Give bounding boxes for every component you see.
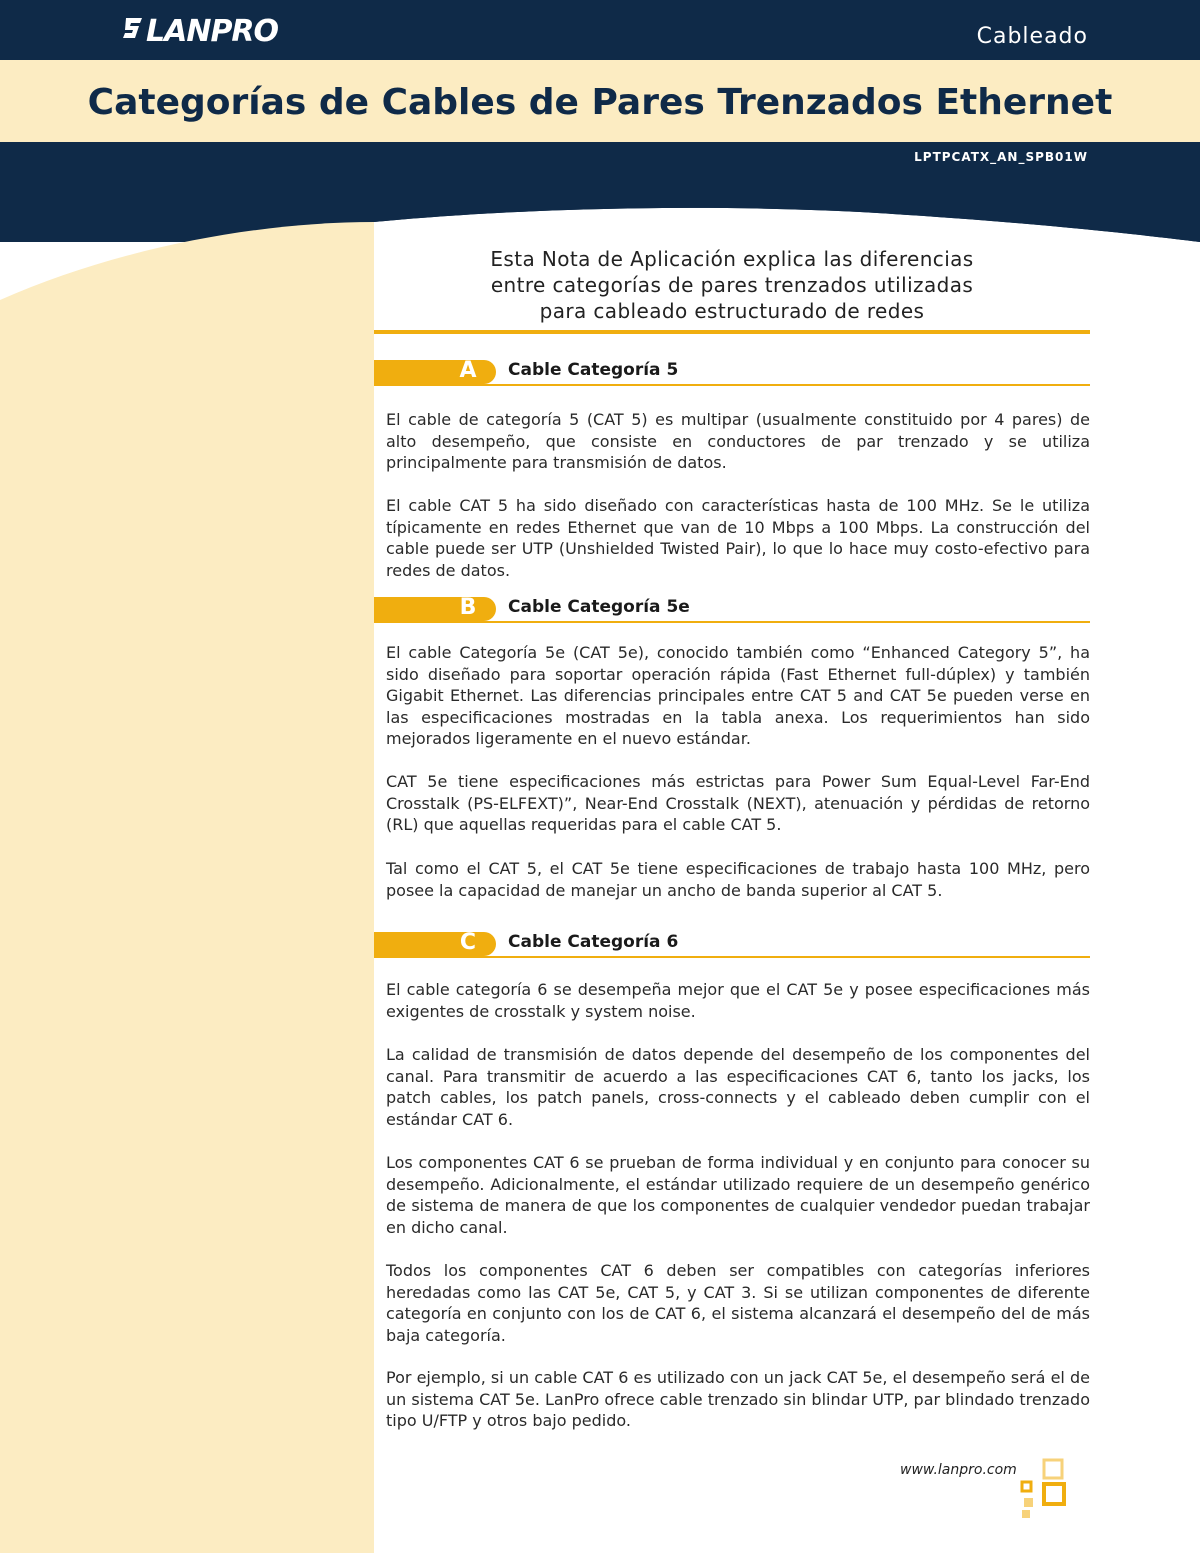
- section-tag: Cableado: [976, 24, 1088, 49]
- section-c-heading: Cable Categoría 6: [508, 932, 679, 952]
- section-c-paragraph-2: La calidad de transmisión de datos depende del desempeño de los componentes del canal. Para transmitir de acuerdo a las especificaciones CAT 6, tanto los jacks, los patch cables, los patch panels, cross-connects y el cableado deben cumplir con el estándar CAT 6.: [386, 1045, 1090, 1129]
- intro-statement: [374, 246, 1090, 324]
- logo-text: LANPRO: [146, 13, 279, 49]
- section-a-header: [374, 360, 1090, 386]
- section-b-tab: [374, 597, 496, 621]
- section-b-rule: [374, 621, 1090, 623]
- section-b-header: [374, 597, 1090, 623]
- footer-squares-icon: [1020, 1458, 1070, 1520]
- section-c-paragraph-1: El cable categoría 6 se desempeña mejor que el CAT 5e y posee especificaciones más exigentes de crosstalk y system noise.: [386, 980, 1090, 1021]
- section-c-paragraph-4: Todos los componentes CAT 6 deben ser compatibles con categorías inferiores heredadas como las CAT 5e, CAT 5, y CAT 3. Si se utilizan componentes de diferente categoría en conjunto con los de CAT 6, el sistema alcanzará el desempeño del de más baja categoría.: [386, 1261, 1090, 1345]
- section-a-tab: [374, 360, 496, 384]
- section-c-letter: C: [459, 930, 477, 955]
- section-a-heading: Cable Categoría 5: [508, 360, 679, 380]
- section-b-heading: Cable Categoría 5e: [508, 597, 690, 617]
- intro-line-1: Esta Nota de Aplicación explica las diferencias: [490, 247, 974, 271]
- intro-divider: [374, 330, 1090, 334]
- section-b-paragraph-3: Tal como el CAT 5, el CAT 5e tiene especificaciones de trabajo hasta 100 MHz, pero posee la capacidad de manejar un ancho de banda superior al CAT 5.: [386, 859, 1090, 900]
- section-b-letter: B: [459, 595, 477, 620]
- lanpro-logo: [122, 14, 278, 48]
- footer-url[interactable]: www.lanpro.com: [900, 1462, 1017, 1478]
- section-c-tab: [374, 932, 496, 956]
- section-a-letter: A: [459, 358, 477, 383]
- section-c-paragraph-3: Los componentes CAT 6 se prueban de forma individual y en conjunto para conocer su desempeño. Adicionalmente, el estándar utilizado requiere de un desempeño genérico de sistema de manera de que los componentes de cualquier vendedor puedan trabajar en dicho canal.: [386, 1153, 1090, 1237]
- page-title: Categorías de Cables de Pares Trenzados Ethernet: [87, 82, 1113, 123]
- intro-line-2: entre categorías de pares trenzados utilizadas: [490, 273, 974, 297]
- logo-s-mark-icon: [122, 14, 144, 49]
- section-b-paragraph-1: El cable Categoría 5e (CAT 5e), conocido también como “Enhanced Category 5”, ha sido diseñado para soportar operación rápida (Fast Ethernet full-dúplex) y también Gigabit Ethernet. Las diferencias principales entre CAT 5 and CAT 5e pueden verse en las especificaciones mostradas en la tabla anexa. Los requerimientos han sido mejorados ligeramente en el nuevo estándar.: [386, 643, 1090, 749]
- section-c-header: [374, 932, 1090, 958]
- intro-line-3: para cableado estructurado de redes: [539, 299, 925, 323]
- document-code: LPTPCATX_AN_SPB01W: [914, 150, 1088, 164]
- section-b-paragraph-2: CAT 5e tiene especificaciones más estrictas para Power Sum Equal-Level Far-End Crosstalk (PS-ELFEXT)”, Near-End Crosstalk (NEXT), atenuación y pérdidas de retorno (RL) que aquellas requeridas para el cable CAT 5.: [386, 772, 1090, 835]
- section-c-rule: [374, 956, 1090, 958]
- section-a-paragraph-1: El cable de categoría 5 (CAT 5) es multipar (usualmente constituido por 4 pares) de alto desempeño, que consiste en conductores de par trenzado y se utiliza principalmente para transmisión de datos.: [386, 410, 1090, 473]
- section-a-paragraph-2: El cable CAT 5 ha sido diseñado con características hasta de 100 MHz. Se le utiliza típicamente en redes Ethernet que van de 10 Mbps a 100 Mbps. La construcción del cable puede ser UTP (Unshielded Twisted Pair), lo que lo hace muy costo-efectivo para redes de datos.: [386, 496, 1090, 580]
- section-a-rule: [374, 384, 1090, 386]
- section-c-paragraph-5: Por ejemplo, si un cable CAT 6 es utilizado con un jack CAT 5e, el desempeño será el de un sistema CAT 5e. LanPro ofrece cable trenzado sin blindar UTP, par blindado trenzado tipo U/FTP y otros bajo pedido.: [386, 1368, 1090, 1431]
